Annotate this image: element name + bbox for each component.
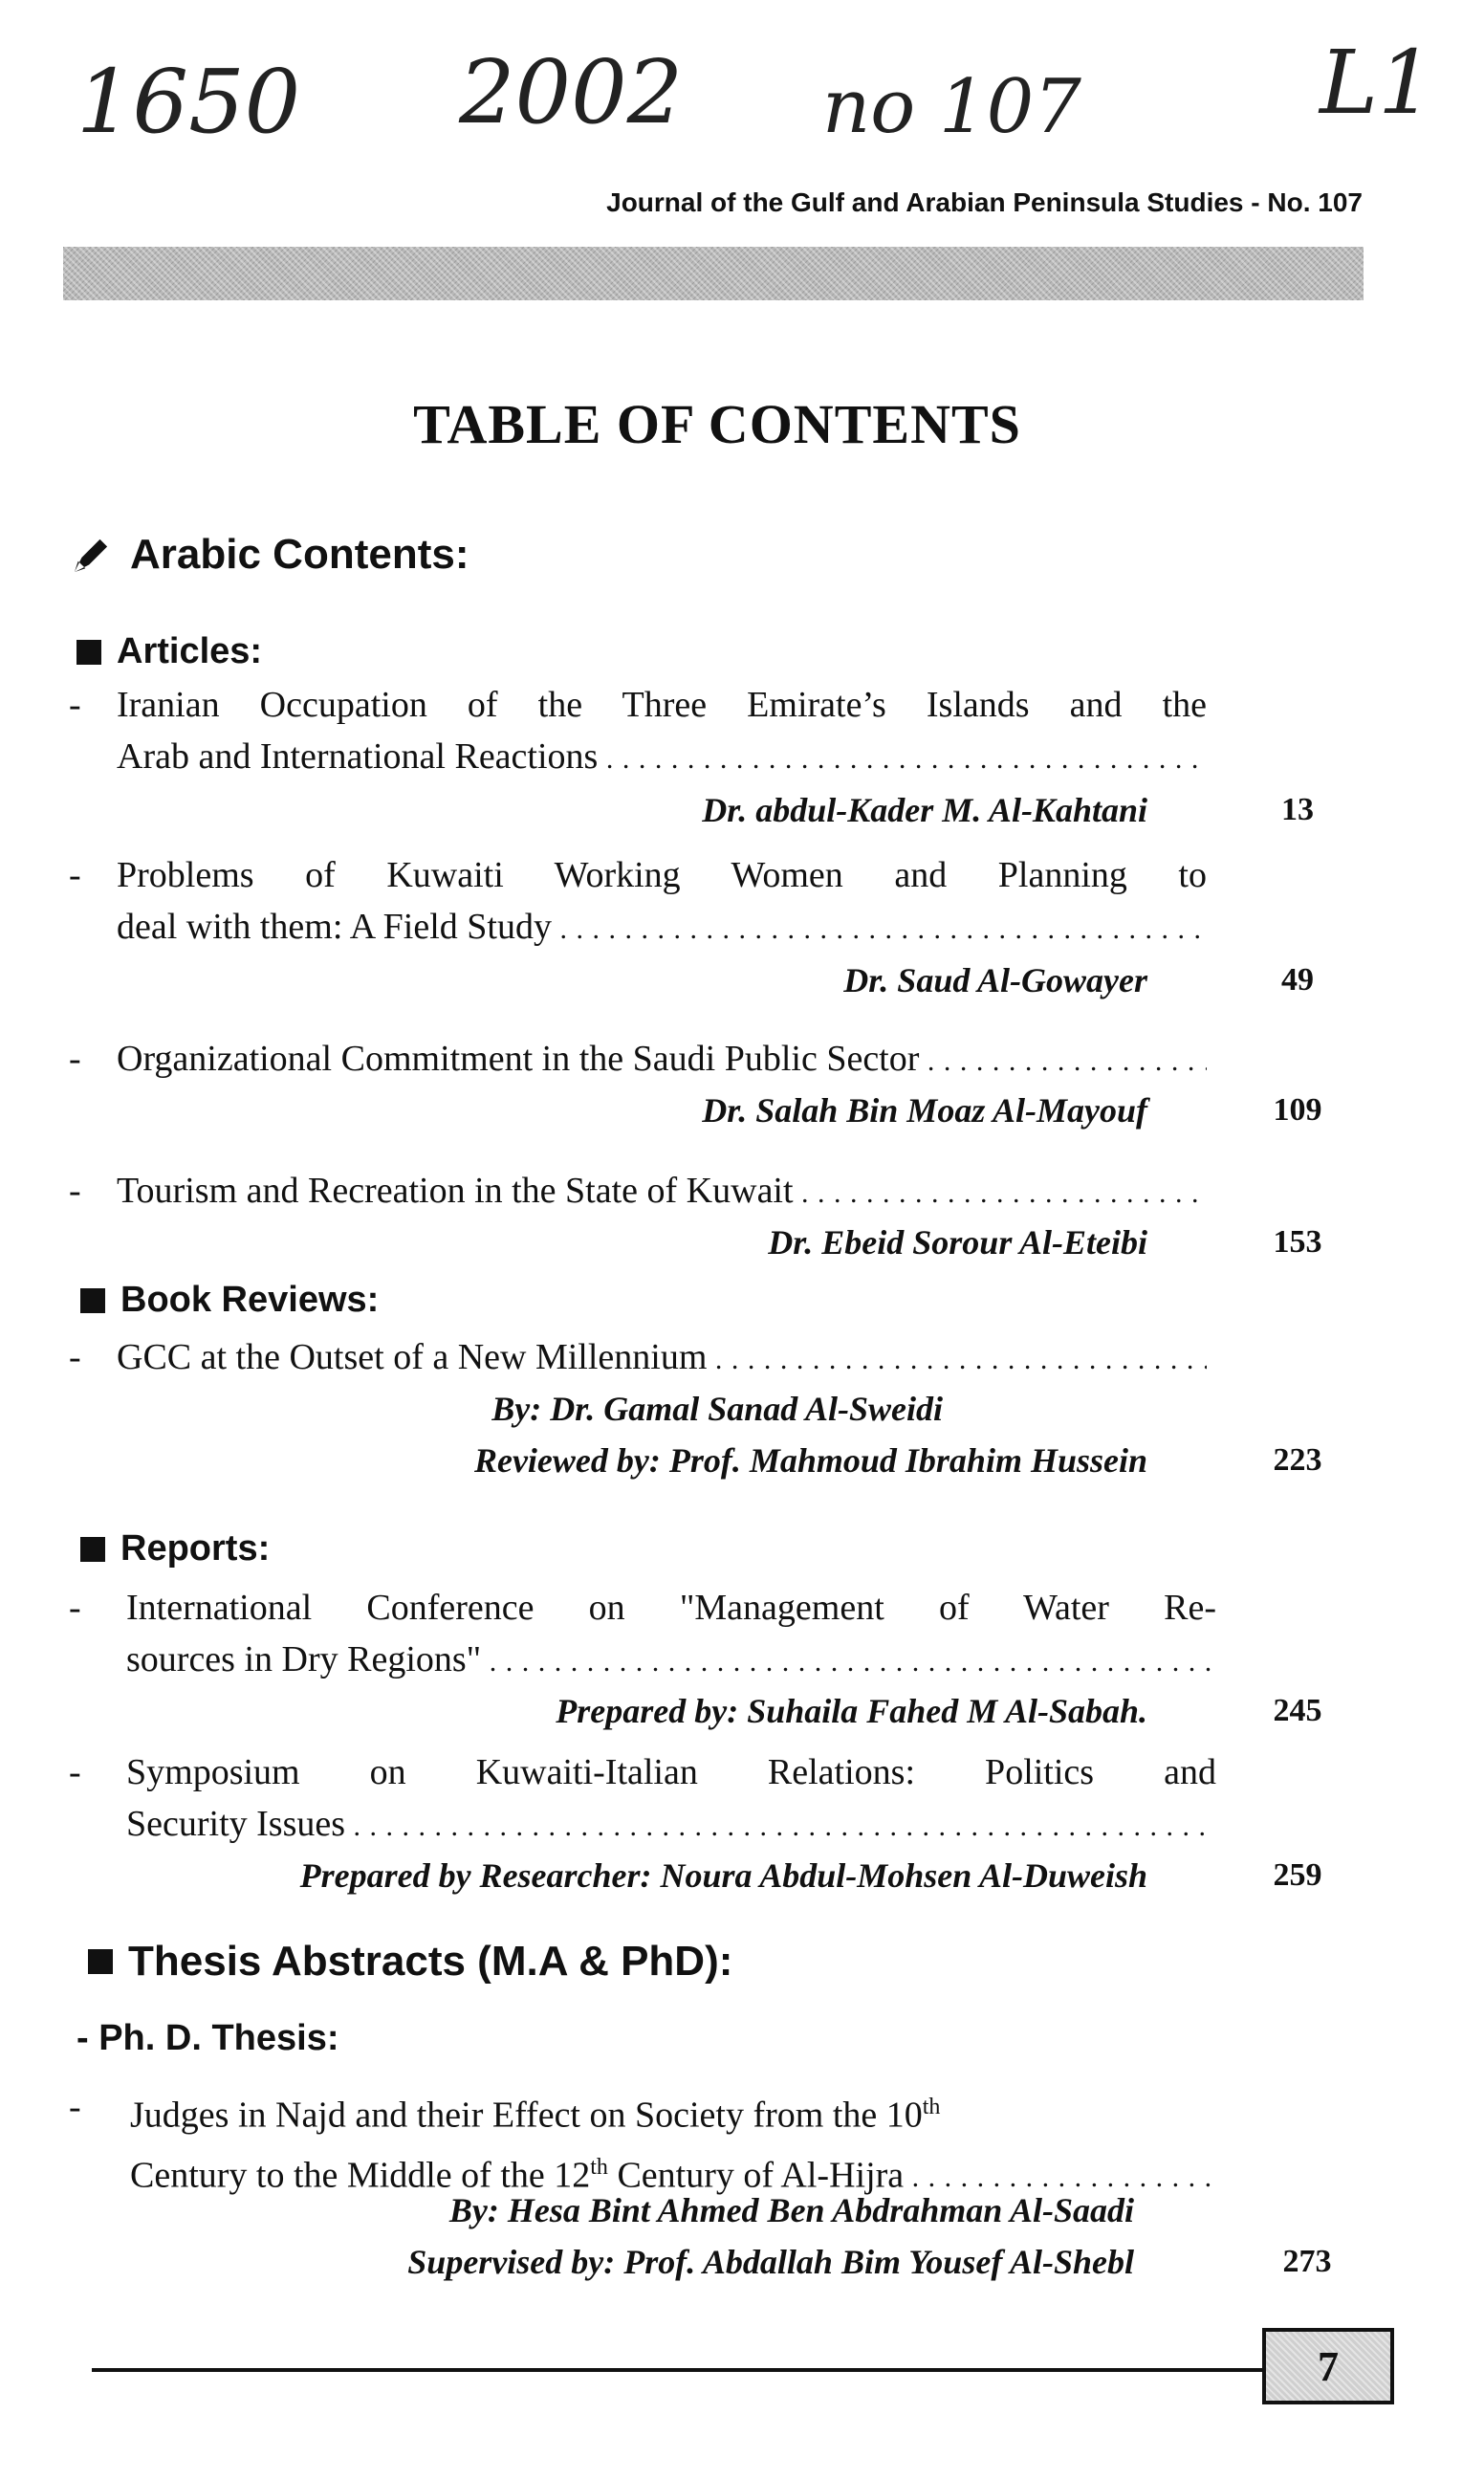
entry-author: Dr. Salah Bin Moaz Al-Mayouf xyxy=(702,1091,1147,1130)
entry-title: GCC at the Outset of a New Millennium . . . xyxy=(117,1331,1207,1386)
entry-author: Dr. Saud Al-Gowayer xyxy=(843,961,1147,999)
page-number: 7 xyxy=(1318,2342,1339,2390)
entry-author: Dr. abdul-Kader M. Al-Kahtani xyxy=(702,791,1147,829)
handwritten-part-3: no 107 xyxy=(822,64,1081,150)
reports-heading-label: Reports: xyxy=(120,1528,271,1569)
entry-title: Symposium on Kuwaiti-Italian Relations: Politics and Security Issues . . . xyxy=(126,1746,1216,1853)
entry-title: Organizational Commitment in the Saudi Public Sector . . . xyxy=(117,1033,1207,1087)
bottom-rule xyxy=(92,2368,1263,2372)
black-square-icon xyxy=(88,1949,113,1974)
entry-page: 153 xyxy=(1273,1224,1322,1260)
entry-page: 13 xyxy=(1281,792,1314,827)
handwritten-part-4: L1 xyxy=(1320,32,1434,134)
black-square-icon xyxy=(80,1288,105,1313)
header-band xyxy=(63,247,1364,300)
handwritten-part-1: 1650 xyxy=(76,51,301,153)
articles-heading-label: Articles: xyxy=(117,631,263,671)
entry-author: Dr. Ebeid Sorour Al-Eteibi xyxy=(768,1223,1147,1262)
thesis-kind-label: - Ph. D. Thesis: xyxy=(76,2018,339,2058)
pencil-icon xyxy=(73,537,109,573)
journal-header: Journal of the Gulf and Arabian Peninsula Studies - No. 107 xyxy=(606,187,1363,217)
thesis-heading-label: Thesis Abstracts (M.A & PhD): xyxy=(128,1938,733,1985)
book-reviews-heading xyxy=(80,1280,379,1321)
entry-supervisor: Supervised by: Prof. Abdallah Bim Yousef Al-Shebl xyxy=(407,2243,1134,2281)
entry-title: Tourism and Recreation in the State of Kuwait . . . xyxy=(117,1165,1207,1219)
entry-author: Prepared by Researcher: Noura Abdul-Mohsen Al-Duweish xyxy=(299,1856,1147,1895)
entry-page: 245 xyxy=(1273,1693,1322,1728)
arabic-contents-heading xyxy=(73,531,469,579)
entry-author: By: Dr. Gamal Sanad Al-Sweidi xyxy=(491,1390,943,1428)
black-square-icon xyxy=(80,1537,105,1562)
entry-page: 223 xyxy=(1273,1442,1322,1478)
page-title: TABLE OF CONTENTS xyxy=(413,393,1021,455)
entry-title: Iranian Occupation of the Three Emirate’s Islands and the Arab and International Reactions . . . xyxy=(117,679,1207,785)
entry-title: Judges in Najd and their Effect on Society from the 10th Century to the Middle of the 12th Century of Al-Hijra . . . xyxy=(130,2081,1220,2204)
entry-title: Problems of Kuwaiti Working Women and Planning to deal with them: A Field Study . . . xyxy=(117,849,1207,955)
entry-page: 273 xyxy=(1282,2244,1332,2279)
entry-reviewer: Reviewed by: Prof. Mahmoud Ibrahim Hussein xyxy=(473,1441,1147,1480)
entry-author: Prepared by: Suhaila Fahed M Al-Sabah. xyxy=(556,1692,1147,1730)
arabic-contents-label: Arabic Contents: xyxy=(130,531,469,578)
entry-title: International Conference on "Management of Water Re- sources in Dry Regions" . . . xyxy=(126,1582,1216,1688)
page-number-box xyxy=(1262,2328,1394,2404)
entry-author: By: Hesa Bint Ahmed Ben Abdrahman Al-Saadi xyxy=(448,2191,1134,2229)
articles-heading xyxy=(76,631,262,672)
entry-page: 259 xyxy=(1273,1857,1322,1893)
thesis-heading xyxy=(88,1938,732,1986)
reports-heading xyxy=(80,1528,270,1569)
book-reviews-heading-label: Book Reviews: xyxy=(120,1280,380,1320)
handwritten-annotation xyxy=(76,27,1453,161)
entry-page: 49 xyxy=(1281,962,1314,998)
handwritten-part-2: 2002 xyxy=(459,41,684,143)
black-square-icon xyxy=(76,640,101,665)
entry-page: 109 xyxy=(1273,1092,1322,1128)
